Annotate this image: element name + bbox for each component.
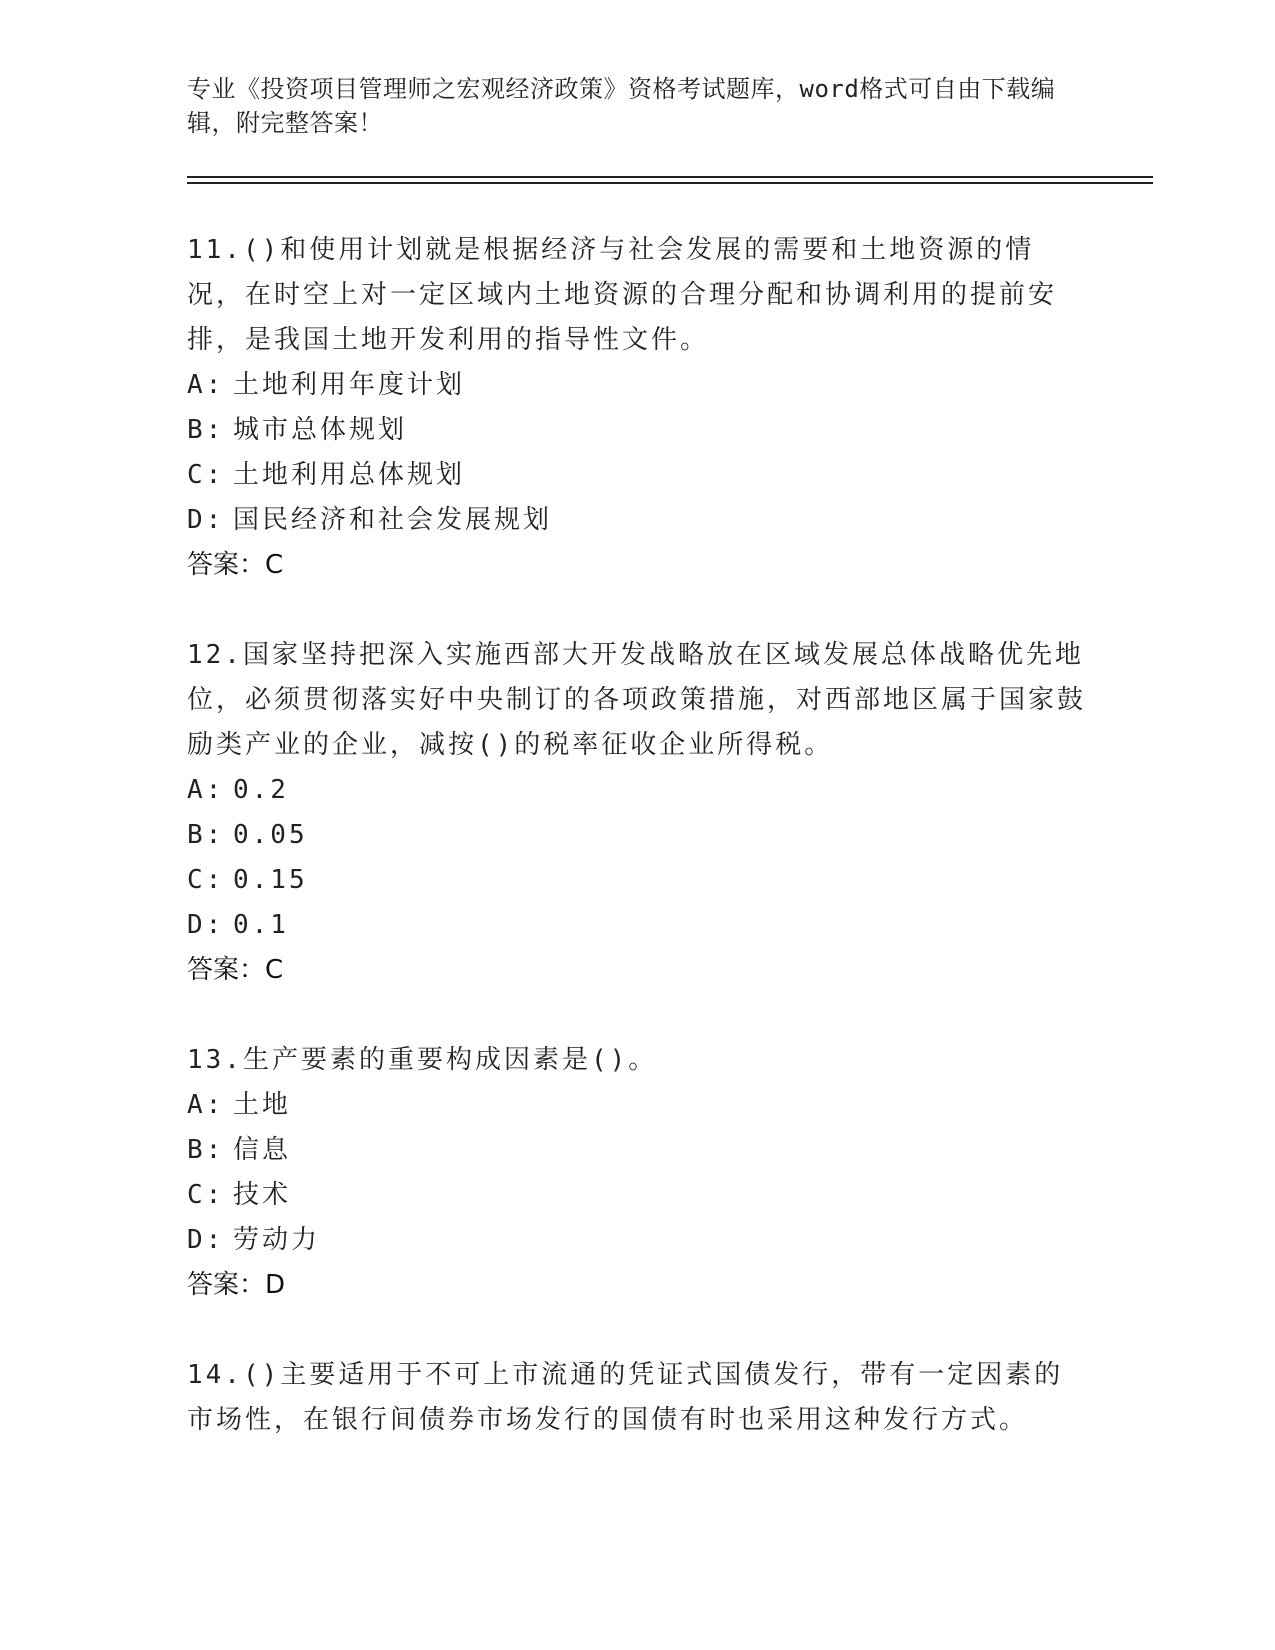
option-letter: B:: [187, 820, 225, 850]
option-b: [187, 1128, 1087, 1173]
option-text: 技术: [233, 1180, 292, 1210]
option-letter: D:: [187, 1225, 225, 1255]
option-text: 0.15: [233, 865, 308, 895]
header-title: 专业《投资项目管理师之宏观经济政策》资格考试题库，word格式可自由下载编辑，附完整答案！: [187, 75, 1056, 137]
option-c: [187, 453, 1087, 498]
option-c: [187, 1173, 1087, 1218]
question-number: 12.: [187, 640, 243, 670]
option-letter: A:: [187, 370, 225, 400]
option-d: [187, 903, 1087, 948]
option-b: [187, 408, 1087, 453]
question-text: ()和使用计划就是根据经济与社会发展的需要和土地资源的情况，在时空上对一定区域内土地资源的合理分配和协调利用的提前安排，是我国土地开发利用的指导性文件。: [187, 235, 1058, 355]
option-d: [187, 498, 1087, 543]
question-number: 11.: [187, 235, 243, 265]
question-text: ()主要适用于不可上市流通的凭证式国债发行，带有一定因素的市场性，在银行间债券市场发行的国债有时也采用这种发行方式。: [187, 1360, 1064, 1435]
question-list: [187, 228, 1087, 1488]
question-text: 生产要素的重要构成因素是()。: [242, 1045, 658, 1075]
question-14: [187, 1353, 1087, 1443]
option-letter: C:: [187, 460, 225, 490]
option-text: 城市总体规划: [233, 415, 408, 445]
option-d: [187, 1218, 1087, 1263]
option-letter: B:: [187, 415, 225, 445]
option-letter: C:: [187, 1180, 225, 1210]
option-text: 0.05: [233, 820, 308, 850]
question-13: [187, 1038, 1087, 1308]
question-12: [187, 633, 1087, 993]
answer-line: 答案：C: [187, 955, 284, 985]
question-number: 13.: [187, 1045, 243, 1075]
option-text: 土地利用总体规划: [233, 460, 466, 490]
option-text: 0.1: [233, 910, 289, 940]
answer-line: 答案：D: [187, 1270, 286, 1300]
option-a: [187, 363, 1087, 408]
option-letter: C:: [187, 865, 225, 895]
option-letter: A:: [187, 775, 225, 805]
option-text: 信息: [233, 1135, 292, 1165]
question-stem: [187, 228, 1087, 363]
option-a: [187, 768, 1087, 813]
option-text: 劳动力: [233, 1225, 321, 1255]
header-divider-top: [187, 176, 1153, 178]
question-11: [187, 228, 1087, 588]
question-text: 国家坚持把深入实施西部大开发战略放在区域发展总体战略优先地位，必须贯彻落实好中央制订的各项政策措施，对西部地区属于国家鼓励类产业的企业，减按()的税率征收企业所得税。: [187, 640, 1087, 760]
option-text: 土地利用年度计划: [233, 370, 466, 400]
question-stem: [187, 1038, 1087, 1083]
option-letter: A:: [187, 1090, 225, 1120]
option-text: 0.2: [233, 775, 289, 805]
option-a: [187, 1083, 1087, 1128]
header-divider-bottom: [187, 182, 1153, 184]
option-letter: D:: [187, 505, 225, 535]
option-text: 国民经济和社会发展规划: [233, 505, 553, 535]
question-stem: [187, 633, 1087, 768]
option-c: [187, 858, 1087, 903]
option-letter: D:: [187, 910, 225, 940]
document-header: [187, 72, 1067, 140]
question-number: 14.: [187, 1360, 243, 1390]
option-text: 土地: [233, 1090, 292, 1120]
option-letter: B:: [187, 1135, 225, 1165]
option-b: [187, 813, 1087, 858]
question-stem: [187, 1353, 1087, 1443]
answer-line: 答案：C: [187, 550, 284, 580]
